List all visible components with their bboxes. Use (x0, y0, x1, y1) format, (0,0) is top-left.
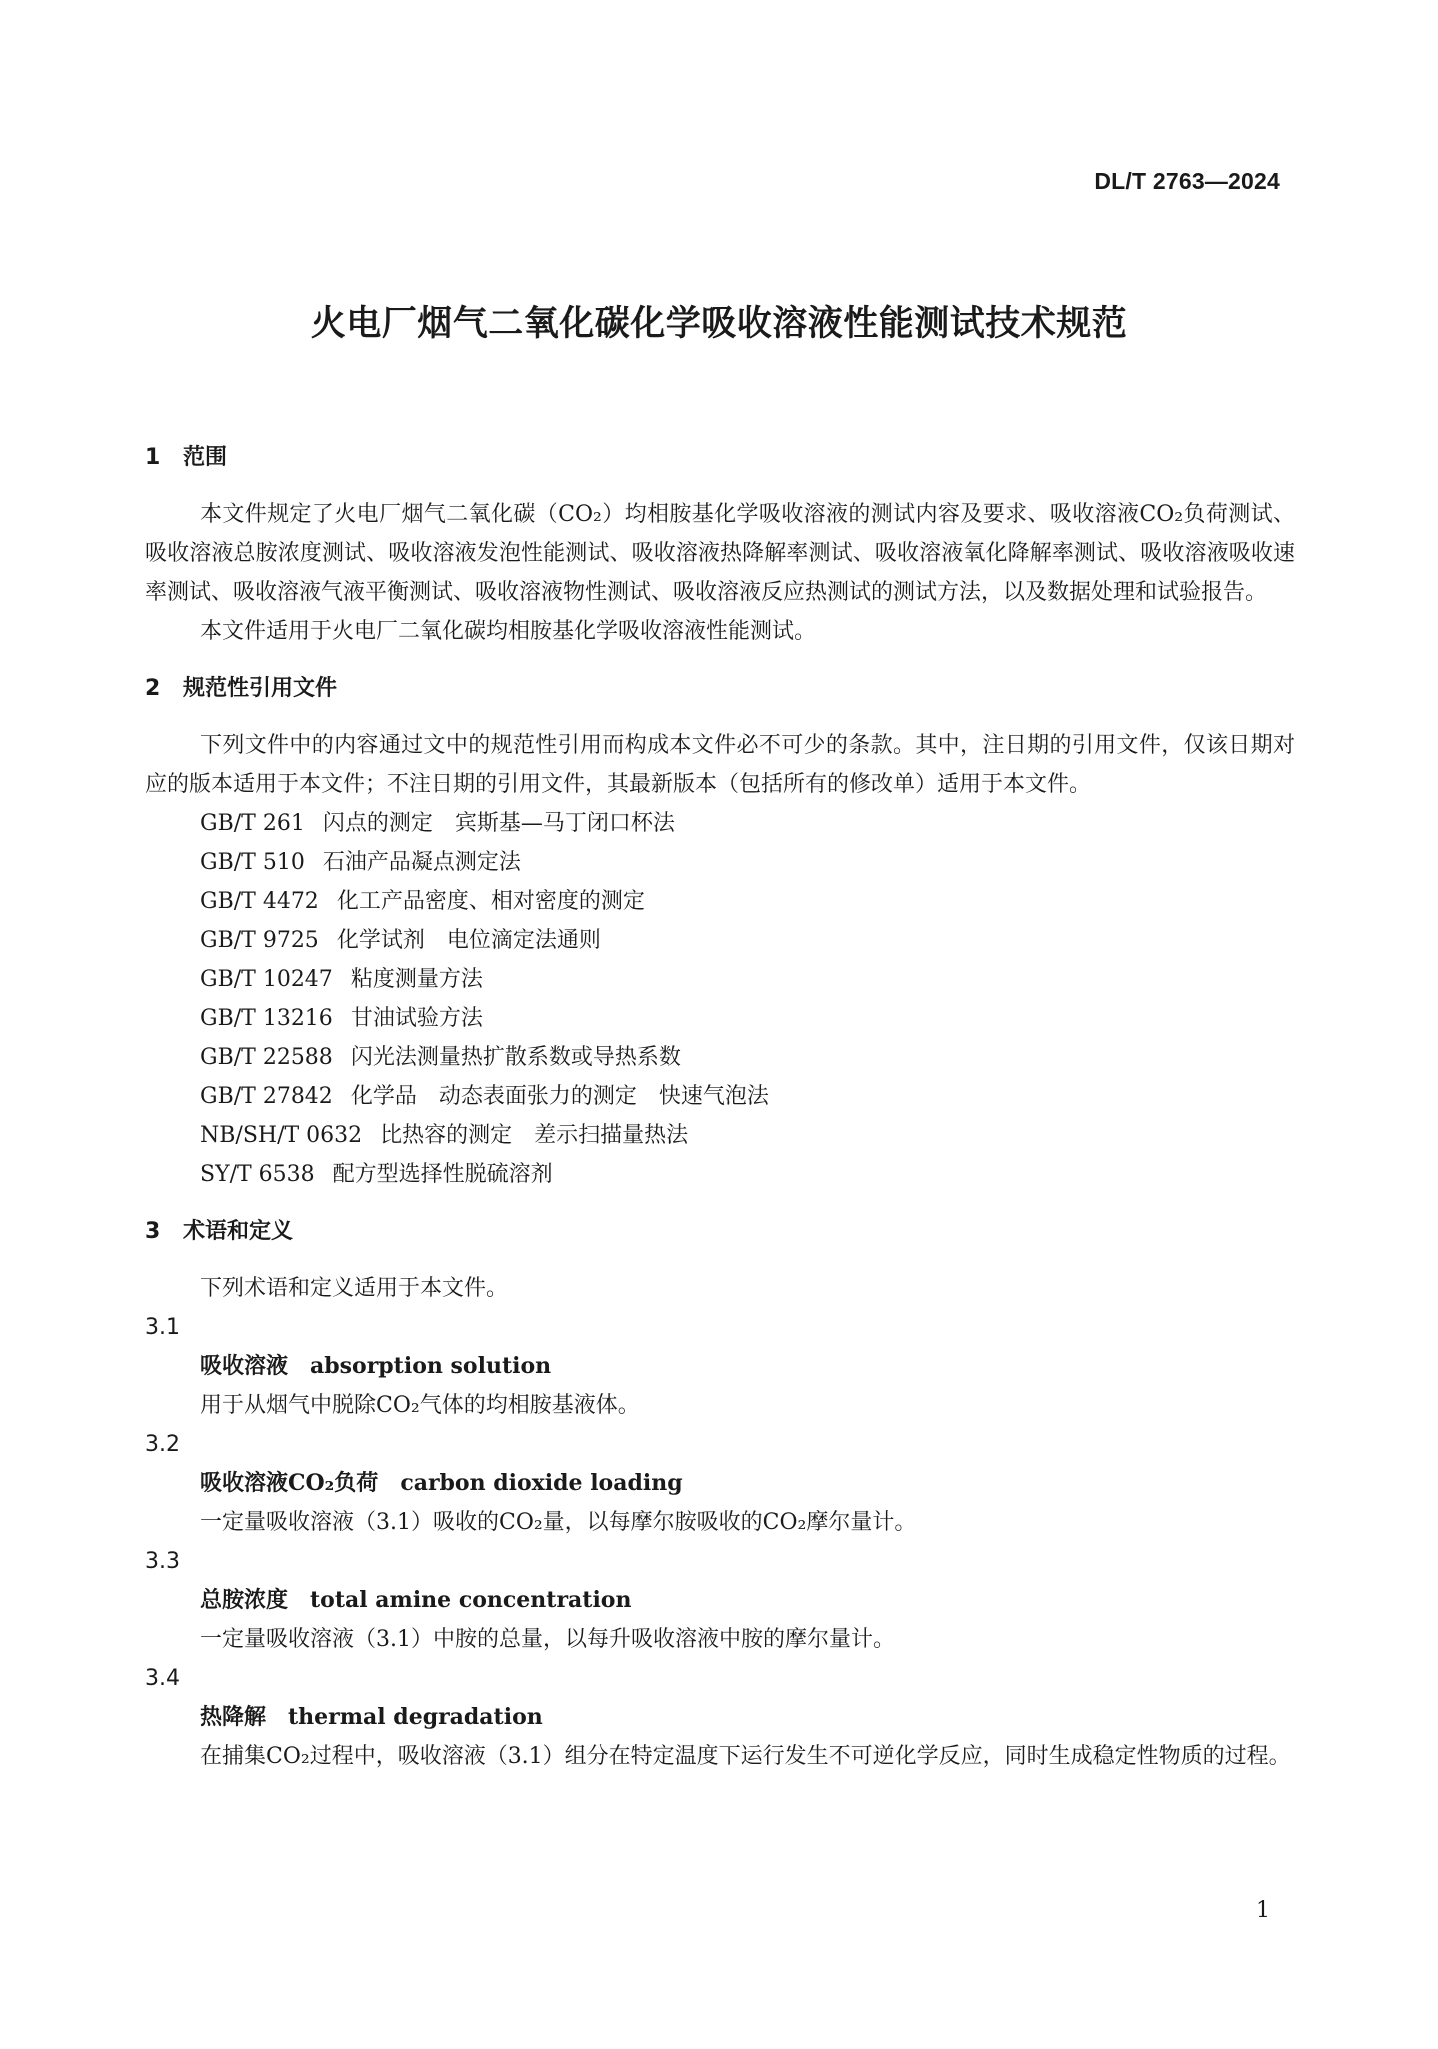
term-english: absorption solution (310, 1353, 552, 1379)
section-number: 2 (145, 676, 161, 701)
reference-item (145, 1077, 1295, 1116)
document-body (145, 438, 1295, 1776)
reference-title: 石油产品凝点测定法 (322, 850, 521, 875)
reference-item (145, 999, 1295, 1038)
reference-title: 化学试剂 电位滴定法通则 (336, 928, 601, 953)
reference-title: 闪点的测定 宾斯基—马丁闭口杯法 (322, 811, 675, 836)
term-heading (145, 1581, 1295, 1620)
document-title: 火电厂烟气二氧化碳化学吸收溶液性能测试技术规范 (310, 304, 1128, 344)
reference-item (145, 882, 1295, 921)
reference-title: 闪光法测量热扩散系数或导热系数 (350, 1045, 681, 1070)
reference-code: GB/T 10247 (200, 967, 333, 992)
reference-item (145, 1038, 1295, 1077)
reference-title: 甘油试验方法 (350, 1006, 483, 1031)
reference-item (145, 804, 1295, 843)
reference-code: GB/T 27842 (200, 1084, 333, 1109)
document-code: DL/T 2763—2024 (1094, 168, 1280, 194)
scope-paragraph-1: 本文件规定了火电厂烟气二氧化碳（CO₂）均相胺基化学吸收溶液的测试内容及要求、吸收溶液CO₂负荷测试、吸收溶液总胺浓度测试、吸收溶液发泡性能测试、吸收溶液热降解率测试、吸收溶液氧化降解率测试、吸收溶液吸收速率测试、吸收溶液气液平衡测试、吸收溶液物性测试、吸收溶液反应热测试的测试方法，以及数据处理和试验报告。 (145, 502, 1295, 605)
term-number: 3.1 (145, 1315, 180, 1340)
term-english: thermal degradation (288, 1704, 543, 1730)
section-heading-normative-references (145, 669, 1295, 708)
term-english: carbon dioxide loading (400, 1470, 683, 1496)
section-title: 范围 (183, 445, 228, 470)
section-title: 规范性引用文件 (183, 676, 338, 701)
reference-code: SY/T 6538 (200, 1162, 315, 1187)
term-chinese: 吸收溶液CO₂负荷 (200, 1470, 379, 1496)
section-number: 1 (145, 445, 161, 470)
term-definition: 在捕集CO₂过程中，吸收溶液（3.1）组分在特定温度下运行发生不可逆化学反应，同时生成稳定性物质的过程。 (200, 1744, 1291, 1769)
scope-paragraph-2: 本文件适用于火电厂二氧化碳均相胺基化学吸收溶液性能测试。 (200, 619, 817, 644)
section-heading-terms-definitions (145, 1212, 1295, 1251)
reference-title: 配方型选择性脱硫溶剂 (332, 1162, 553, 1187)
term-chinese: 热降解 (200, 1704, 267, 1730)
section-heading-scope (145, 438, 1295, 477)
term-chinese: 吸收溶液 (200, 1353, 289, 1379)
section-title: 术语和定义 (183, 1219, 294, 1244)
section-number: 3 (145, 1219, 161, 1244)
reference-title: 化学品 动态表面张力的测定 快速气泡法 (350, 1084, 769, 1109)
reference-title: 比热容的测定 差示扫描量热法 (380, 1123, 689, 1148)
reference-code: GB/T 4472 (200, 889, 319, 914)
term-definition: 用于从烟气中脱除CO₂气体的均相胺基液体。 (200, 1393, 640, 1418)
term-number: 3.2 (145, 1432, 180, 1457)
reference-title: 粘度测量方法 (350, 967, 483, 992)
reference-title: 化工产品密度、相对密度的测定 (336, 889, 645, 914)
term-english: total amine concentration (310, 1587, 632, 1613)
reference-code: GB/T 13216 (200, 1006, 333, 1031)
term-number: 3.3 (145, 1549, 180, 1574)
reference-code: NB/SH/T 0632 (200, 1123, 363, 1148)
term-heading (145, 1698, 1295, 1737)
reference-code: GB/T 510 (200, 850, 305, 875)
reference-item (145, 1155, 1295, 1194)
reference-code: GB/T 261 (200, 811, 305, 836)
term-number: 3.4 (145, 1666, 180, 1691)
term-definition: 一定量吸收溶液（3.1）吸收的CO₂量，以每摩尔胺吸收的CO₂摩尔量计。 (200, 1510, 917, 1535)
term-chinese: 总胺浓度 (200, 1587, 289, 1613)
reference-item (145, 921, 1295, 960)
page-number: 1 (1256, 1898, 1270, 1923)
term-definition: 一定量吸收溶液（3.1）中胺的总量，以每升吸收溶液中胺的摩尔量计。 (200, 1627, 895, 1652)
reference-item (145, 960, 1295, 999)
reference-item (145, 843, 1295, 882)
reference-item (145, 1116, 1295, 1155)
reference-code: GB/T 9725 (200, 928, 319, 953)
references-intro-paragraph: 下列文件中的内容通过文中的规范性引用而构成本文件必不可少的条款。其中，注日期的引用文件，仅该日期对应的版本适用于本文件；不注日期的引用文件，其最新版本（包括所有的修改单）适用于本文件。 (145, 733, 1295, 797)
terms-intro-paragraph: 下列术语和定义适用于本文件。 (200, 1276, 509, 1301)
term-heading (145, 1347, 1295, 1386)
term-heading (145, 1464, 1295, 1503)
reference-code: GB/T 22588 (200, 1045, 333, 1070)
